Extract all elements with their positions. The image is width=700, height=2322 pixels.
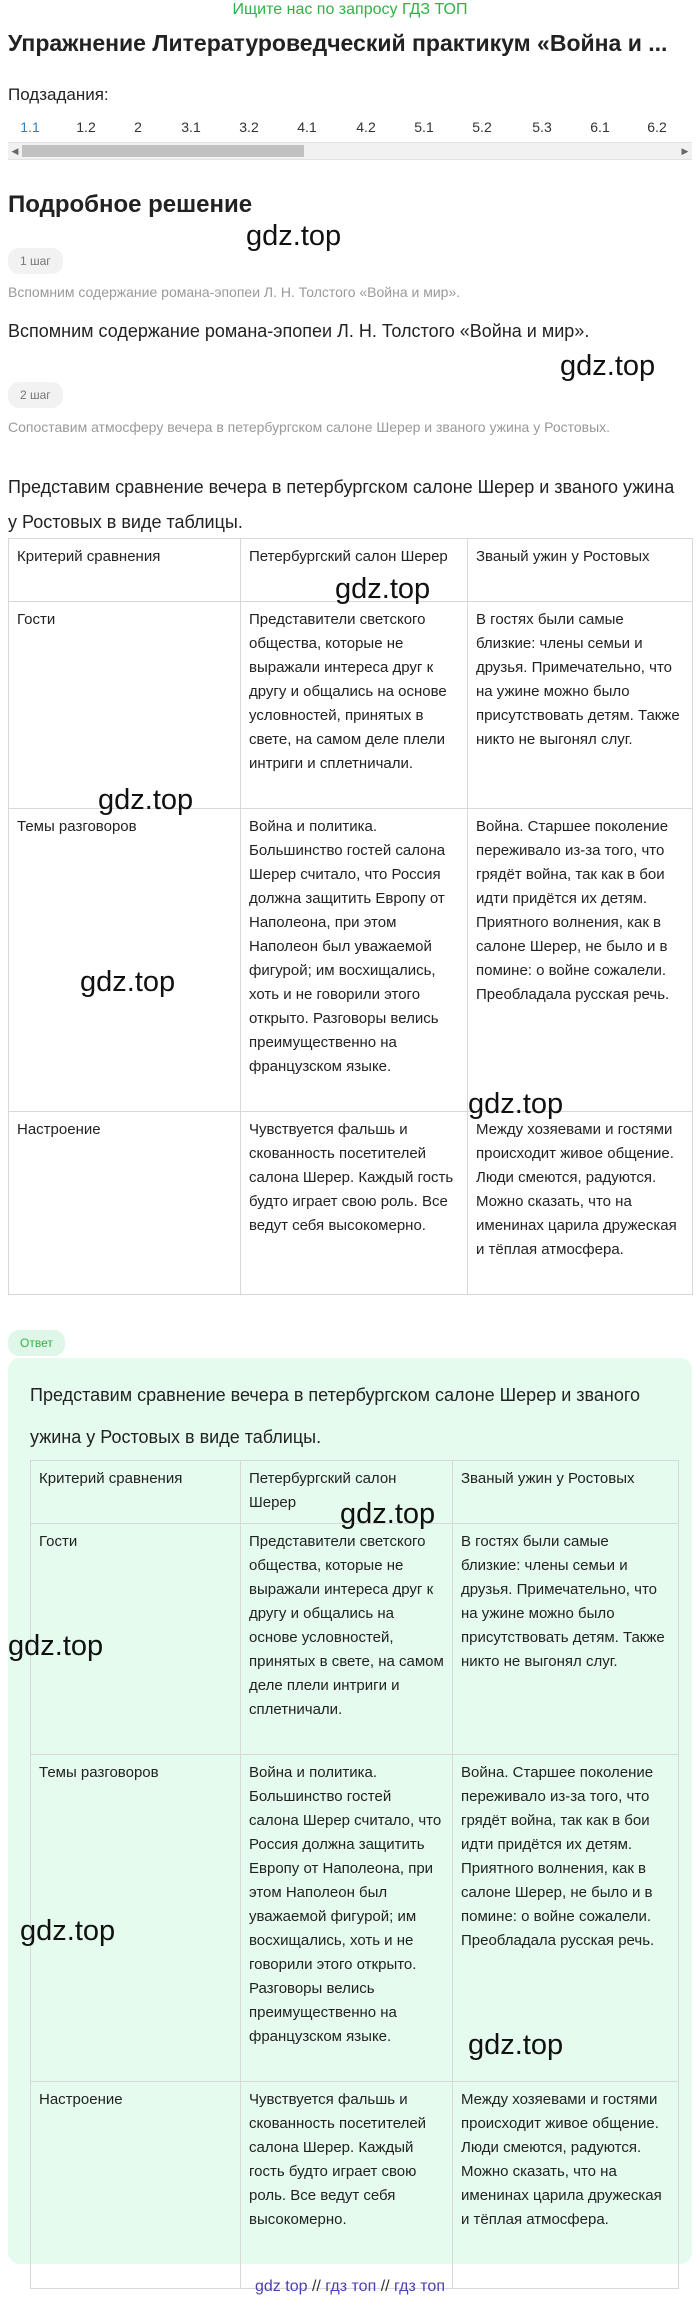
answer-text: Представим сравнение вечера в петербургском салоне Шерер и званого ужина у Ростовых в виде таблицы.	[30, 1385, 641, 1447]
tab-2[interactable]: 2	[134, 119, 142, 135]
table-header-cell: Критерий сравнения	[31, 1461, 241, 1524]
tab-3-1[interactable]: 3.1	[181, 119, 201, 135]
tab-6-1[interactable]: 6.1	[590, 119, 610, 135]
table-row	[31, 1755, 679, 2082]
table-cell: Настроение	[9, 1112, 241, 1295]
tabs-scrollbar[interactable]	[8, 142, 692, 160]
table-cell: Гости	[9, 602, 241, 809]
table-cell: Война. Старшее поколение переживало из-за того, что грядёт война, так как в бои идти придётся их детям. Приятного волнения, как в салоне Шерер, не было и в помине: о войне сожалели. Преобладала русская речь.	[468, 809, 693, 1112]
table-cell: Между хозяевами и гостями происходит живое общение. Люди смеются, радуются. Можно сказать, что на именинах царила дружеская и тёплая атмосфера.	[453, 2082, 679, 2289]
tab-4-2[interactable]: 4.2	[356, 119, 376, 135]
table-cell: Чувствуется фальшь и скованность посетителей салона Шерер. Каждый гость будто играет свою роль. Все ведут себя высокомерно.	[241, 1112, 468, 1295]
table-cell: Представители светского общества, которые не выражали интереса друг к другу и общались на основе условностей, принятых в свете, на самом деле плели интриги и сплетничали.	[241, 1524, 453, 1755]
page-title: Упражнение Литературоведческий практикум «Война и ...	[8, 30, 668, 56]
table-cell: Между хозяевами и гостями происходит живое общение. Люди смеются, радуются. Можно сказать, что на именинах царила дружеская и тёплая атмосфера.	[468, 1112, 693, 1295]
tab-5-2[interactable]: 5.2	[472, 119, 492, 135]
table-row	[9, 602, 693, 809]
table-header-cell: Званый ужин у Ростовых	[453, 1461, 679, 1524]
tab-4-1[interactable]: 4.1	[297, 119, 317, 135]
subtasks-label: Подзадания:	[8, 85, 109, 104]
tab-5-1[interactable]: 5.1	[414, 119, 434, 135]
table-cell: Представители светского общества, которые не выражали интереса друг к другу и общались на основе условностей, принятых в свете, на самом деле плели интриги и сплетничали.	[241, 602, 468, 809]
table-header-cell: Званый ужин у Ростовых	[468, 539, 693, 602]
table-cell: Война. Старшее поколение переживало из-за того, что грядёт война, так как в бои идти придётся их детям. Приятного волнения, как в салоне Шерер, не было и в помине: о войне сожалели. Преобладала русская речь.	[453, 1755, 679, 2082]
tab-5-3[interactable]: 5.3	[532, 119, 552, 135]
tab-3-2[interactable]: 3.2	[239, 119, 259, 135]
watermark: gdz.top	[335, 573, 431, 605]
table-cell: Настроение	[31, 2082, 241, 2289]
table-header-cell: Петербургский салон Шерер	[241, 539, 468, 602]
scroll-right-arrow-icon[interactable]: ▶	[681, 146, 689, 156]
watermark: gdz.top	[98, 784, 194, 816]
search-banner: Ищите нас по запросу ГДЗ ТОП	[232, 1, 468, 18]
watermark: gdz.top	[20, 1915, 116, 1947]
watermark: gdz.top	[468, 1088, 564, 1120]
step-1-text: Вспомним содержание романа-эпопеи Л. Н. Толстого «Война и мир».	[8, 321, 590, 341]
scrollbar-thumb[interactable]	[22, 145, 304, 157]
table-cell: Темы разговоров	[9, 809, 241, 1112]
table-cell: Война и политика. Большинство гостей салона Шерер считало, что Россия должна защитить Европу от Наполеона, при этом Наполеон был уважаемой фигурой; им восхищались, хоть и не говорили этого открыто. Разговоры велись преимущественно на французском языке.	[241, 809, 468, 1112]
step-2-text: Представим сравнение вечера в петербургском салоне Шерер и званого ужина у Ростовых в виде таблицы.	[8, 477, 675, 532]
footer-separator: //	[380, 2278, 390, 2295]
table-header-row	[9, 539, 693, 602]
answer-badge: Ответ	[8, 1330, 65, 1356]
answer-box	[8, 1358, 692, 2264]
table-header-row	[31, 1461, 679, 1524]
step-1-badge: 1 шаг	[8, 248, 63, 274]
footer-link[interactable]: gdz top	[255, 2278, 308, 2295]
watermark: gdz.top	[80, 966, 176, 998]
table-row	[9, 809, 693, 1112]
answer-comparison-table	[30, 1460, 679, 2289]
table-header-cell: Петербургский салон Шерер	[241, 1461, 453, 1524]
watermark: gdz.top	[468, 2029, 564, 2061]
footer-links	[0, 2278, 700, 2296]
table-header-cell: Критерий сравнения	[9, 539, 241, 602]
table-cell: Темы разговоров	[31, 1755, 241, 2082]
watermark: gdz.top	[560, 350, 656, 382]
footer-separator: //	[311, 2278, 321, 2295]
step-2-badge: 2 шаг	[8, 382, 63, 408]
table-cell: Чувствуется фальшь и скованность посетителей салона Шерер. Каждый гость будто играет свою роль. Все ведут себя высокомерно.	[241, 2082, 453, 2289]
table-row	[9, 1112, 693, 1295]
watermark: gdz.top	[8, 1630, 104, 1662]
comparison-table	[8, 538, 693, 1295]
section-title: Подробное решение	[8, 191, 253, 218]
tab-1-1[interactable]: 1.1	[20, 119, 40, 135]
table-cell: В гостях были самые близкие: члены семьи и друзья. Примечательно, что на ужине можно было присутствовать детям. Также никто не выгонял слуг.	[468, 602, 693, 809]
watermark: gdz.top	[340, 1498, 436, 1530]
tab-1-2[interactable]: 1.2	[76, 119, 96, 135]
step-1-hint: Вспомним содержание романа-эпопеи Л. Н. Толстого «Война и мир».	[8, 284, 461, 300]
watermark: gdz.top	[246, 220, 342, 252]
table-cell: Гости	[31, 1524, 241, 1755]
step-2-hint: Сопоставим атмосферу вечера в петербургском салоне Шерер и званого ужина у Ростовых.	[8, 419, 611, 435]
table-cell: В гостях были самые близкие: члены семьи и друзья. Примечательно, что на ужине можно было присутствовать детям. Также никто не выгонял слуг.	[453, 1524, 679, 1755]
table-row	[31, 1524, 679, 1755]
table-cell: Война и политика. Большинство гостей салона Шерер считало, что Россия должна защитить Европу от Наполеона, при этом Наполеон был уважаемой фигурой; им восхищались, хоть и не говорили этого открыто. Разговоры велись преимущественно на французском языке.	[241, 1755, 453, 2082]
footer-link[interactable]: гдз топ	[325, 2278, 377, 2295]
footer-link[interactable]: гдз топ	[394, 2278, 445, 2295]
scroll-left-arrow-icon[interactable]: ◀	[11, 146, 19, 156]
tab-6-2[interactable]: 6.2	[647, 119, 667, 135]
table-row	[31, 2082, 679, 2289]
